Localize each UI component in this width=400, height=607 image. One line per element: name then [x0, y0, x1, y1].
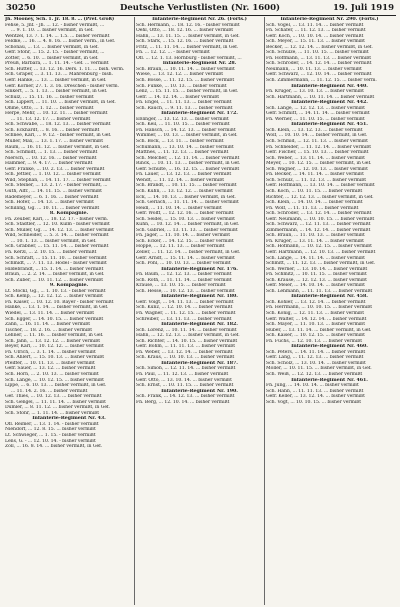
list-entry: Rinck, ... 10. 11. 13. ... bisher vermißt, in Gef.: [136, 161, 241, 167]
list-entry: Wiese, ... 13. 12. 12. ... bisher vermißt: [136, 72, 224, 78]
list-entry: Wiedel, ... 13. 11. 14. ... bisher vermißt: [5, 310, 95, 316]
list-entry: Sch. Kemp, ... 12. 12. 12. ... bisher vermißt: [5, 294, 103, 300]
list-entry: Müller, Max, ... 13. 1. 17. ... bisher vermißt: [5, 139, 103, 145]
list-entry: Gefr. Koch, ... 10. 10. 14. ... bisher vermißt: [266, 33, 364, 39]
list-entry: Sch. Klein, ... 14. 10. 14. ... bisher vermißt: [266, 200, 363, 206]
list-entry: Fh. Schneider, ... 11. 12. 14. ... bisher vermißt: [266, 144, 372, 150]
list-entry: Sch. Hesse, ... 10. 12. 13. ... bisher vermißt: [136, 288, 235, 294]
list-entry: Sch. Lange, ... 12. 12. 13. ... bisher vermißt: [266, 105, 365, 111]
list-entry: Eßlinger, ... 13. 12. 13. ... bisher vermißt: [136, 116, 229, 122]
list-entry: Gefr. Meier, ... 14. 10. 14. ... bisher vermißt: [266, 283, 365, 289]
list-entry: Sch. Vogt, ... 10. 10. 15. ... bisher vermißt: [266, 399, 362, 405]
list-entry: Niendorf, ... 12. 8. 15. ... bisher vermißt: [5, 427, 96, 433]
list-entry: Gefr. Fischer, ... 15. 10. 13. ... bisher vermißt: [266, 150, 369, 156]
list-entry: Gefr. Schmitt, ... 14. 11. 14. ... bisher vermißt: [266, 111, 370, 117]
list-entry: Sch. Richter, ... 14. 10. 15. ... bisher vermißt: [136, 338, 238, 344]
list-entry: ... 11. 14. 2. 16. ... bisher vermißt: [11, 388, 88, 394]
list-entry: Fh. Werner, ... 11. 10. 15. ... bisher vermißt: [266, 116, 365, 122]
list-entry: Lenz, ... 15. 11. 15. ... bisher vermißt, in Gef.: [136, 89, 239, 95]
list-entry: Fh. Paul, ... 11. 12. 13. ... bisher vermißt: [136, 372, 229, 377]
list-entry: Gefr. Keller, ... 13. 12. 14. ... bisher vermißt: [266, 394, 365, 400]
column-middle: [134, 17, 264, 605]
list-entry: Hildebrandt, ... 15. 1. 14. ... bisher vermißt: [5, 266, 104, 272]
list-entry: Lens, G. - ... 12. 10. 14. - bisher vermißt: [5, 438, 96, 444]
list-entry: Beyer, Karl, ... 10. 12. 12. ... bisher vermißt: [5, 344, 104, 350]
list-entry: Gefr. Körner, 27. 1. 3. 16. Dreschen - bisher verm.: [5, 83, 119, 89]
list-entry: Fh. Lauer, ... 13. 12. 13. ... bisher vermißt: [136, 172, 232, 178]
list-entry: Gefr. Neumann, ... 10. 10. 15. ... bisher vermißt: [266, 216, 375, 222]
list-entry: Fh. Kaiser, ... 10. 12. 10. Bayer - bisher vermißt: [5, 299, 114, 305]
list-entry: Sch. Ahlert, ... 15. 10. 13. ... bisher vermißt: [5, 355, 105, 361]
list-entry: Gef. Thies, ... 10. 12. 13. ... bisher vermißt: [5, 394, 102, 400]
list-entry: Sch. Ernst, ... 10. 11. 15. ... bisher vermißt: [136, 383, 234, 389]
list-entry: Sch. Meyer, ... 15. 11. 13. ... bisher vermißt: [266, 39, 365, 45]
list-entry: Ofl. Reimer, ... 13. 1. 14. - bisher vermißt: [5, 421, 99, 427]
list-entry: Fh. Herrmann, ... 10. 10. 15. ... bisher vermißt: [266, 305, 373, 311]
list-entry: Fh. Jung, ... 14. 10. 14. ... bisher vermißt: [266, 383, 359, 389]
list-entry: Sch. Lange, ... 14. 11. 14. ... bisher vermißt: [266, 255, 365, 261]
list-entry: Herpe, Mehr, ... 10. 12. 11. ... bisher vermißt: [5, 111, 108, 117]
list-entry: Gefr. Walter, ... 14. 12. 14. ... bisher vermißt: [266, 316, 367, 322]
list-entry: Gefr. Otto, ... 13. 10. 14. ... bisher vermißt: [136, 377, 232, 383]
publication-title: Deutsche Verlustlisten (Nr. 1600): [119, 3, 281, 13]
section-heading: Infanterie-Regiment Nr. 442.: [291, 100, 368, 106]
list-entry: Sch. Mayer, ... 11. 10. 13. ... bisher vermißt: [266, 322, 365, 328]
list-entry: Gefr. Hartmann, ... 12. 10. 13. ... bisher vermißt: [266, 249, 376, 255]
list-entry: Schmitt, ... 11. 12. 13. ... bisher vermißt, in Gef.: [266, 261, 376, 267]
list-entry: Sch. Seidel, ... 15. 10. 13. ... bisher vermißt: [136, 216, 235, 222]
list-entry: Sch. Gräbner, ... 15. 11. 14. ... bisher vermißt: [5, 244, 109, 250]
list-entry: Fh. Wagner, ... 11. 12. 15. ... bisher vermißt: [136, 310, 236, 316]
section-heading: Infanterie-Regiment Nr. 182.: [161, 322, 238, 328]
list-entry: Lippe, ... 6. 10. 13. ... bisher vermißt, in Gef.: [5, 383, 107, 389]
list-entry: Sch. Funke, ... 10. 13. ... bisher vermißt: [136, 83, 227, 89]
list-entry: Krause, ... 13. 10. 15. ... bisher vermißt: [136, 283, 226, 289]
list-entry: Sch. Braun, ... 10. 11. 14. ... bisher vermißt: [136, 66, 235, 72]
list-entry: Sch. Stark, ... 15. 12. 16. ... bisher vermißt: [136, 39, 234, 45]
list-entry: Pfeiffer, ... 10. 11. 13. ... bisher vermißt: [5, 360, 95, 366]
list-entry: Gefr. Hoffmann, ... 13. 10. 14. ... bisher vermißt: [266, 183, 375, 189]
list-entry: Gefr. Schwarz, ... 12. 10. 14. ... bisher vermißt: [266, 72, 372, 78]
list-entry: Sch. Kunz, ... 12. 10. 14. ... bisher vermißt: [136, 305, 233, 311]
list-entry: Möller, ... 10. 11. 15. ... bisher vermißt, in Gef.: [266, 366, 372, 372]
list-entry: Zahn, ... 16. 11. 14. ... bisher vermißt: [5, 322, 91, 328]
section-heading: Infanterie-Regiment Nr. 290. (Forts.): [280, 17, 379, 22]
list-entry: Schönau, ... 13. ... bisher vermißt, in Gef.: [5, 44, 99, 50]
list-entry: Fh. Wolf, ... 11. 11. 13. ... bisher vermißt: [266, 205, 359, 211]
list-entry: Feldke, ... 16. ... 4. 8. 16. ... bisher verm., in Gef.: [5, 39, 116, 45]
list-entry: Huber, ... 13. 11. 14. ... bisher vermißt, in Gef.: [266, 327, 372, 333]
list-entry: Sch. Hofmann, ... 10. 12. 15. ... bisher vermißt: [266, 244, 372, 250]
list-entry: Sch. Brandt, ... 10. 11. 15. ... bisher vermißt: [136, 183, 237, 189]
section-heading: 8. Kompagnie.: [49, 211, 89, 217]
list-entry: Sch. Gengel, ... 11. 11. 14. ... bisher vermißt: [5, 399, 106, 405]
list-entry: Hammer, ... 9. 4. 17. ... bisher vermißt: [5, 161, 93, 167]
list-entry: Sch. Koch, ... 10. 11. 15. ... bisher vermißt: [266, 188, 363, 194]
list-entry: Wild, Stephan, ... 14. 11. 17. ... bisher vermißt: [5, 177, 111, 183]
list-entry: Wentzel, 13. 7. 1. 14. ... 1.5. ... bisher vermißt: [5, 33, 110, 39]
list-entry: Gefr. ... 14. 12. 14. ... bisher vermißt: [136, 94, 220, 100]
list-entry: Sch. Höfer, ... 14. 13. ... bisher vermißt: [5, 200, 94, 206]
list-entry: Sch. Frank, ... 14. 12. 13. ... bisher vermißt: [136, 394, 235, 400]
list-entry: Fh. Krüger, ... 13. 11. 14. ... bisher vermißt: [266, 238, 364, 244]
list-entry: Sch. Jettler, ... 1. 10. 12. ... bisher vermißt: [5, 172, 101, 178]
list-entry: Sch. Hutter, ... 13. 12. 16. Ders. 1. 11. ... bish. verm.: [5, 66, 125, 72]
list-entry: Gefr. Franke, ... 10. 2. 13. ... bisher vermißt: [5, 166, 105, 172]
list-entry: Fritz, ... 11. 11. 14. ... bisher vermißt, in Gef.: [136, 44, 239, 50]
page-header: [4, 3, 396, 16]
list-entry: Guth, Alfr., ... 14. 11. 15. ... bisher vermißt: [5, 188, 102, 194]
list-entry: Fh. Schmitz, ... 10. 11. 15. ... bisher vermißt: [266, 272, 367, 278]
section-heading: Infanterie-Regiment Nr. 43.: [32, 416, 106, 422]
list-entry: Sch. Lorenz, ... 10. 11. 14. ... bisher vermißt: [136, 327, 237, 333]
list-entry: Hanke, ... 13. 1. 14. ... bisher vermißt, in Gef.: [5, 305, 109, 311]
list-entry: Sch. Klein, ... 13. 12. 13. ... bisher vermißt: [266, 127, 363, 133]
list-entry: Sch. Schulz, ... 11. 12. 13. ... bisher vermißt: [266, 177, 367, 183]
list-entry: Fh. Ulrich, ... 3. 1. 14. ... bisher vermißt: [5, 349, 96, 355]
list-entry: Hahn, ... 13. 11. 15. ... bisher vermißt, in Gef.: [136, 33, 240, 39]
list-entry: Sch. König, ... 12. 11. 13. ... bisher vermißt: [266, 310, 364, 316]
list-entry: Sch. Lehmann, ... 11. 11. 13. ... bisher vermißt: [266, 288, 373, 294]
list-entry: Sch. Wagner, ... 12. 10. 13. ... bisher vermißt: [266, 166, 368, 172]
list-entry: Gefr. Lang, ... 11. 12. 13. ... bisher vermißt: [266, 355, 364, 361]
list-entry: Gefr. Stöhr, ... 15. 2. 15. - bisher vermißt, ...: [5, 50, 105, 56]
list-entry: Sch. Bock, ... 13. 11. ... bisher vermißt: [136, 139, 224, 145]
section-heading: Infanterie-Regiment Nr. 172.: [161, 111, 238, 117]
list-entry: Fh. Schäfer, ... 11. 12. 13. ... bisher vermißt: [266, 28, 366, 34]
list-entry: Sch. Lippert, ... 11. 10. ... bisher vermißt, in Gef.: [5, 100, 116, 106]
list-entry: Fh. Krüger, ... 13. 10. 13. ... bisher vermißt: [266, 89, 364, 95]
list-entry: ... 10. 1. 13. ... bisher vermißt, in Gef.: [11, 238, 97, 244]
list-entry: Braun, ... 2. 2. 14. ... bisher vermißt, in Gef.: [5, 272, 105, 278]
section-heading: Infanterie-Regiment Nr. 176.: [161, 266, 238, 272]
list-entry: Zimmermann, ... 14. 12. 14. ... bisher vermißt: [266, 227, 371, 233]
list-entry: Ohme, Otto, ... 1. 12. ... bisher vermißt: [5, 105, 94, 111]
publication-date: 19. Juli 1919: [332, 3, 394, 13]
section-heading: Infanterie-Regiment Nr. 440.: [291, 83, 368, 89]
list-entry: Sch. Kraus, ... 10. 10. 13. ... bisher vermißt: [136, 355, 235, 361]
text-columns: [4, 17, 396, 605]
list-entry: Sch. Bosse, ... 11. 12. 15. ... bisher vermißt: [136, 78, 235, 84]
list-entry: Sch. Schröder, ... 14. 12. 14. ... bisher vermißt: [266, 61, 372, 67]
list-entry: Sch. Köhler, ... 13. 12. 14. ... bisher vermißt: [266, 299, 366, 305]
list-entry: Sch. Gräper, ... 3. 11. 13. ... Mährenburg - bish.: [5, 72, 113, 78]
list-entry: Jh. Mooney, Sch. 1. Jr. 18. 8. ... (Pref. Groß): [5, 17, 115, 22]
list-entry: Sch. Hermann, ... 18. 12. 16. - bisher vermißt: [136, 22, 240, 28]
list-entry: Sch. Vogel, ... 13. 11. 14. ... bisher vermißt: [266, 22, 364, 28]
list-entry: Fh. Engel, ... 11. 11. 13. ... bisher vermißt: [136, 100, 232, 106]
list-entry: Sch. Scholz, ... 13. 10. 14. ... bisher vermißt: [266, 360, 366, 366]
section-heading: 9. Kompagnie.: [49, 283, 89, 289]
list-entry: Lt. Stöckl, Gg., ... 1. 10. 13. - bisher vermißt: [5, 288, 106, 294]
list-entry: Sch. Schmid, ... 12. 11. 13. ... bisher vermißt: [266, 139, 368, 145]
list-entry: Sch. Krause, ... 12. 12. 13. ... bisher vermißt: [266, 277, 367, 283]
list-entry: Sch. Lange, ... 10. 12. 15. ... bisher vermißt: [5, 377, 104, 383]
list-entry: Fh. Zeuber, Karl, ... 18. 12. 17. - bisher verm.: [5, 216, 109, 222]
list-entry: Fh. Weber, ... 13. 12. 14. ... bisher vermißt: [136, 349, 233, 355]
list-entry: Sch. Braun, ... 11. 10. 13. ... bisher vermißt: [266, 233, 365, 239]
list-entry: Gefr. Sauer, ... 13. 12. ... bisher vermißt: [5, 366, 96, 372]
list-entry: Rademeyer, ... 6. 1. 16. ... bisher vermißt: [5, 194, 99, 200]
list-entry: Sch. Hartmann, ... 10. 11. 14. ... bisher vermißt: [266, 94, 375, 100]
list-entry: Sch. Steiner, ... 13. 2. 17. - bisher vermißt, ...: [5, 183, 108, 189]
list-entry: Fh. Hoffmann, ... 13. 11. 13. ... bisher vermißt: [266, 55, 372, 61]
list-entry: Schilling, Gg. ... 10. 11. ... bisher vermißt: [5, 205, 100, 211]
list-entry: Fh. Baum, ... 12. 12. 13. ... bisher vermißt: [136, 272, 232, 278]
list-entry: Becker, ... 12. 12. 14. ... bisher vermißt, in Gef.: [266, 44, 373, 50]
section-heading: Infanterie-Regiment Nr. 187.: [161, 360, 238, 366]
section-heading: Infanterie-Regiment Nr. 460.: [291, 344, 368, 350]
page-number: 30250: [6, 3, 36, 13]
list-entry: Sch. Schraft, ... 15. 11. 10. ... bisher vermißt: [5, 255, 107, 261]
list-entry: Sch. Eckhardt, ... 8. 16. ... bisher vermißt: [5, 127, 100, 133]
list-entry: Oehl, Otto, ... 18. 12. 16. ... bisher vermißt: [136, 28, 234, 34]
list-entry: Lehner, ... 11. 16. ... bisher vermißt, in Gef.: [5, 333, 104, 339]
section-heading: Infanterie-Regiment Nr. 461.: [291, 377, 368, 383]
list-entry: Fehse, 5. Jnf. - Jh. ... 12. - bisher vermißt, ...: [5, 22, 105, 28]
list-entry: Sch. Pohl, ... 10. 10. 13. ... bisher vermißt: [136, 261, 231, 267]
list-entry: Fh. Berg, ... 12. 10. 14. ... bisher vermißt: [136, 399, 230, 405]
list-entry: Sinkert, ... 5. 1. 13. ... bisher vermißt, in Gef.: [5, 89, 108, 95]
list-entry: Sch. Stöhr, ... 1. 11. 14. ... bisher vermißt: [5, 410, 100, 416]
list-entry: Wild, Schneider, ... 5. 3. 14. ... bisher vermißt: [5, 233, 109, 239]
list-entry: Kuhn, ... 10. 12. 14. ... bisher vermißt, in Gef.: [136, 222, 240, 228]
list-entry: ... 9. 1. 10. ... bisher vermißt, in Gef.: [11, 28, 94, 34]
list-entry: Matthes, ... 11. 12. 13. ... bisher vermißt: [136, 150, 229, 156]
list-entry: Sch. Zuber, ... 10. 11. 12. ... bisher vermißt: [5, 277, 104, 283]
list-entry: Gefr. Schulte, ... 16. 12. 15. ... bisher vermißt: [136, 166, 240, 172]
list-entry: Sch. Peters, ... 14. 11. 14. ... bisher vermißt: [266, 349, 366, 355]
list-entry: Fh. Kerzl, ... 2. 10. 15. ... bisher vermißt: [5, 249, 97, 255]
list-entry: Sch. Stadtler, ... 12. 10. Kulm - bisher vermißt: [5, 222, 110, 228]
list-entry: Sch. Horn, ... 2. 10. 13. ... bisher vermißt: [5, 372, 99, 377]
list-entry: Preuß, Barbara, ... 1. 11. 14. - Gef. ... vermißt: [5, 61, 109, 67]
list-entry: Sch. Kühn, ... 13. 12. 12. ... bisher vermißt: [136, 188, 233, 194]
list-entry: Sch. Müller, Gg. ... 14. 12. 13. ... bisher vermißt: [5, 227, 114, 233]
list-entry: Sch. Ecker, ... 14. 12. 15. ... bisher vermißt: [136, 238, 234, 244]
list-entry: Sch. Simon, ... 12. 11. 14. ... bisher vermißt: [136, 366, 236, 372]
list-entry: Zotter, ... 6. 10. ... bisher vermißt, in Gef.: [5, 55, 99, 61]
list-entry: Fh. Jäger, ... 11. 10. 14. ... bisher vermißt: [136, 233, 230, 239]
column-right: [264, 17, 394, 605]
list-entry: Tischer, ... 18. 2. 16. ... bisher vermißt: [5, 327, 93, 333]
section-heading: Infanterie-Regiment Nr. 458.: [291, 294, 368, 300]
list-entry: Gefr. Böhm, ... 11. 11. 13. ... bisher vermißt: [136, 344, 236, 350]
list-entry: Sch. Schmidt, ... 1. 13. ... bisher vermißt: [5, 150, 98, 156]
list-entry: Sch. Weiß, ... 12. 12. 13. ... bisher vermißt: [266, 372, 363, 377]
list-entry: Gefr. Wolff, ... 12. 12. 16. ... bisher vermißt: [136, 211, 234, 217]
list-entry: Sch. Egger, ... 14. 10. 15. ... bisher vermißt: [5, 316, 104, 322]
list-entry: Sch. Roth, ... 11. 11. 14. ... bisher vermißt: [136, 277, 232, 283]
list-entry: Sch. Schwabe, ... 18. 12. 13. ... bisher vermißt: [5, 122, 111, 128]
list-entry: Wolf, ... 10. 10. 14. ... bisher vermißt, in Gef.: [266, 133, 368, 139]
list-entry: Heidl, ... 11. 10. 14. ... bisher vermißt: [136, 205, 222, 211]
list-entry: Richter, ... 12. 12. 13. ... bisher vermißt, in Gef.: [266, 194, 374, 200]
list-entry: Hahn, ... 12. 12. 13. ... bisher vermißt, in Gef.: [136, 333, 240, 339]
list-entry: Sch. Schröder, ... 13. 12. 14. ... bisher vermißt: [266, 211, 372, 217]
list-entry: Gefr. Voigt, ... 14. 11. 13. ... bisher vermißt: [136, 299, 234, 305]
list-entry: Hoppe, ... 12. 11. 13. ... bisher vermißt: [136, 244, 225, 250]
list-entry: Sch. Rauch, ... 9. 11. 13. ... bisher vermißt: [136, 105, 233, 111]
list-entry: Sch. Zimmermann, ... 11. 12. 15. ... bisher verm.: [266, 78, 377, 84]
list-entry: Eck, ... 14. 10. 13. ... bisher vermißt, in Gef.: [136, 194, 236, 200]
list-entry: Sch. Gabriel, ... 13. 11. 13. ... bisher vermißt: [136, 227, 238, 233]
list-entry: Sch. Weber, ... 13. 11. 14. ... bisher vermißt: [266, 155, 365, 161]
list-entry: Sch. Schwarz, ... 12. 11. 13. ... bisher vermißt: [266, 222, 371, 228]
list-entry: Wimmer, ... 10. 13. ... bisher vermißt, in Gef.: [136, 133, 238, 139]
list-entry: Sch. Hahn, ... 11. 11. 13. ... bisher vermißt: [266, 388, 364, 394]
list-entry: Fh. Becker, ... 14. 11. 14. ... bisher vermißt: [266, 172, 364, 178]
list-entry: Fh. Fuchs, ... 12. 10. 13. ... bisher vermißt: [266, 338, 363, 344]
list-entry: Gefr. Arndt, ... 15. 11. 14. ... bisher vermißt: [136, 255, 235, 261]
list-entry: Schulz, ... 15. 11. 16. ... bisher vermißt: [5, 94, 94, 100]
list-entry: Fh. Hänsch, ... 14. 12. 13. ... bisher vermißt: [136, 127, 236, 133]
list-entry: Sch. Melcher, ... 12. 11. 14. ... bisher vermißt: [136, 155, 240, 161]
column-left: [4, 17, 134, 605]
list-entry: Schnee, Karl, ... 9. 12. - bisher vermißt, in Gef.: [5, 133, 112, 139]
section-heading: Infanterie-Regiment Nr. 180.: [161, 294, 238, 300]
list-entry: Raum, ... 16. 11. 12. ... bisher vermißt, in Gef.: [5, 144, 110, 150]
list-entry: Sch. Schulze, ... 11. 10. 15. ... bisher vermißt: [266, 50, 369, 56]
list-entry: Neumann, ... 10. 11. 13. ... bisher vermißt: [266, 66, 362, 72]
list-entry: Sch. Keil, ... 11. 10. 15. ... bisher vermißt: [136, 122, 230, 128]
list-entry: Sch. Gerlach, ... 11. 11. 14. ... bisher vermißt: [136, 200, 239, 206]
list-entry: Dümler, ... 8. 11. 12. ... bisher vermißt, in Gef.: [5, 405, 110, 411]
list-entry: Wendt, ... 11. 12. 14. ... bisher vermißt: [136, 177, 225, 183]
list-entry: Lt. Schwieger, ... 1. 15. - bisher vermißt: [5, 433, 96, 439]
list-entry: Zoll, ... 16. 8. 14. ... bisher vermißt, in Gef.: [5, 444, 103, 450]
list-entry: Meyer, ... 10. 12. 15. ... bisher vermißt, in Gef.: [266, 161, 372, 167]
section-heading: Infanterie-Regiment Nr. 26. (Forts.): [152, 17, 247, 22]
section-heading: Infanterie-Regiment Nr. 451.: [291, 122, 368, 128]
section-heading: Infanterie-Regiment Nr. 28.: [162, 61, 237, 67]
list-entry: Sch. Kaiser, ... 10. 12. 15. ... bisher vermißt: [266, 333, 365, 339]
list-entry: Niersch, ... 10. 12. 16. ... bisher vermißt: [5, 155, 97, 161]
list-entry: Sch. Jahn, ... 13. 12. 12. ... bisher vermißt: [5, 338, 101, 344]
list-entry: Zeller, ... 11. 12. 14. ... bisher vermißt, in Gef.: [136, 249, 241, 255]
list-entry: Gefr. Hanke, ... 13. ... bisher vermißt, in Gef.: [5, 78, 107, 84]
list-entry: Ofl. ... 12. 1. 13. Hornburg - bisher vermißt, ...: [136, 55, 242, 61]
list-entry: ... 11. 13. 12. 17. ... bisher vermißt: [11, 116, 91, 122]
list-entry: Schreiber, ... 13. 11. 13. ... bisher vermißt: [136, 316, 232, 322]
section-heading: Infanterie-Regiment Nr. 190.: [161, 388, 238, 394]
list-entry: Fh. ... 12. 12. ... - bisher vermißt: [136, 50, 210, 56]
list-entry: Schumann, ... 13. 10. 14. ... bisher vermißt: [136, 144, 234, 150]
list-entry: Sch. Werner, ... 13. 10. 14. ... bisher vermißt: [266, 266, 368, 272]
list-entry: Schmidt, ... 7. 11. 13. Hodel - bisher vermißt: [5, 261, 107, 267]
